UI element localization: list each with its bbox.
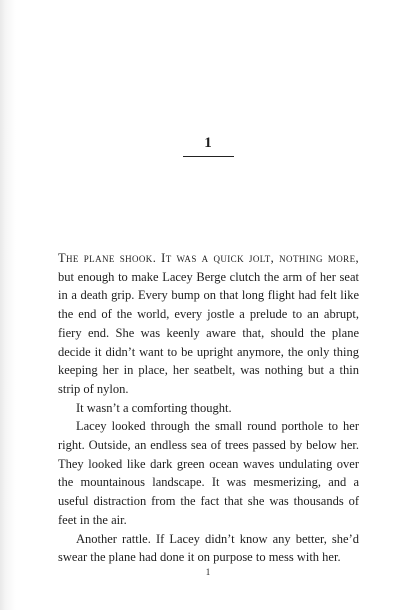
- paragraph: [58, 249, 359, 399]
- chapter-number: 1: [204, 135, 212, 151]
- page-number: 1: [205, 567, 211, 577]
- chapter-body: [58, 249, 359, 567]
- paragraph: Lacey looked through the small round porthole to her right. Outside, an endless sea of trees passed by below her. They looked like dark green ocean waves undulating over the mountainous landscape. It was mesmerizing, and a useful distraction from the fact that she was thousands of feet in the air.: [58, 419, 359, 527]
- opening-words: The plane shook. It was a quick jolt, nothing more,: [58, 251, 359, 265]
- paragraph: It wasn’t a comforting thought.: [76, 400, 232, 415]
- paragraph: Another rattle. If Lacey didn’t know any better, she’d swear the plane had done it on purpose to mess with her.: [58, 531, 359, 565]
- paragraph-text: but enough to make Lacey Berge clutch the arm of her seat in a death grip. Every bump on that long flight had felt like the end of the world, every jostle a prelude to an abrupt, fiery end. She was keenly aware that, should the plane decide it didn’t want to be upright anymore, the only thing keeping her in place, her seatbelt, was nothing but a thin strip of nylon.: [58, 269, 359, 396]
- chapter-divider-rule: [183, 156, 234, 157]
